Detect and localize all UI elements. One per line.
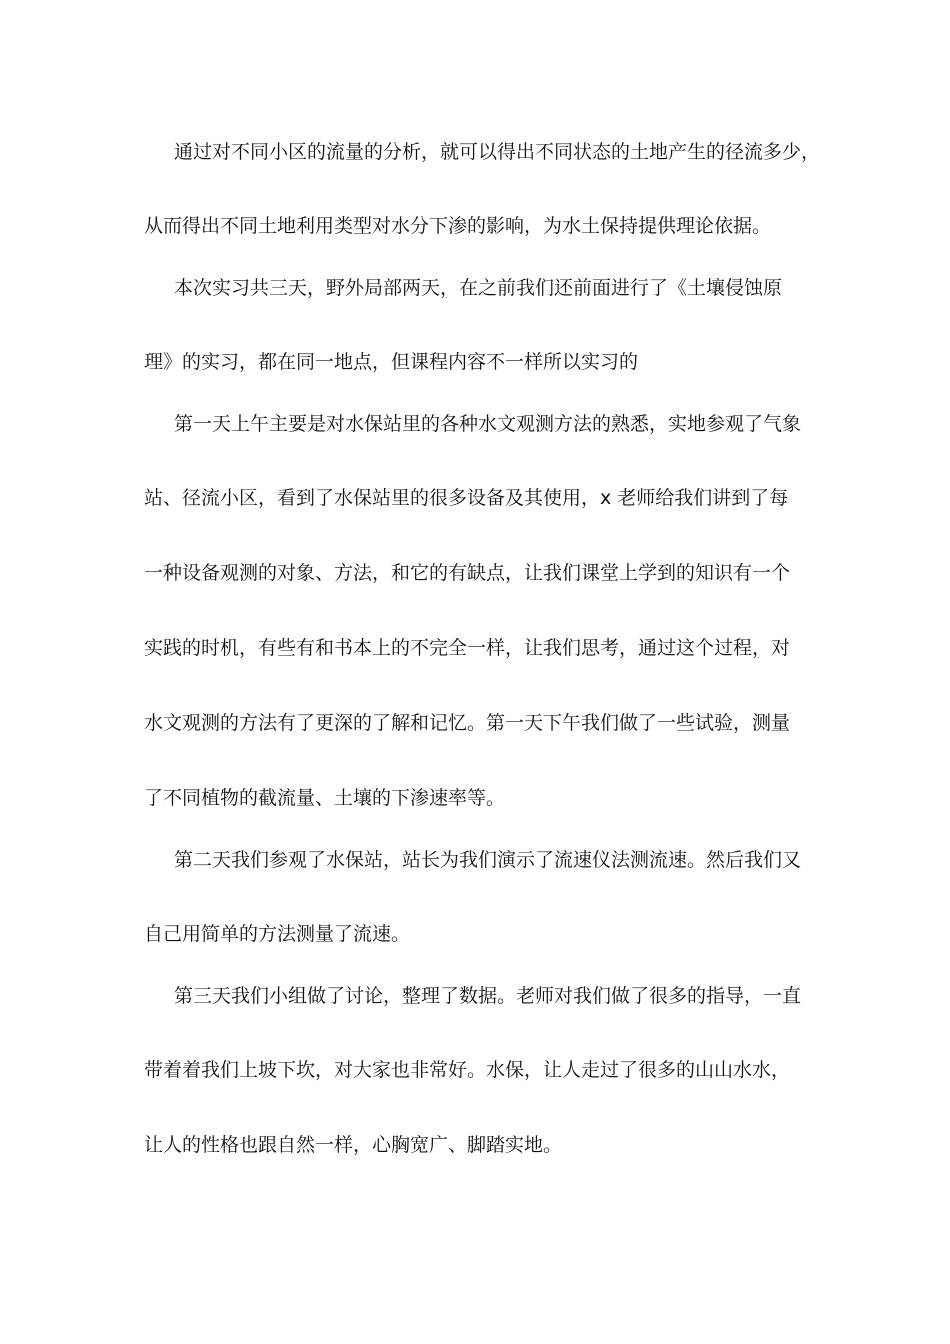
paragraph-line: 从而得出不同土地利用类型对水分下渗的影响，为水土保持提供理论依据。 bbox=[144, 215, 772, 237]
paragraph-line: 实践的时机，有些有和书本上的不完全一样，让我们思考，通过这个过程，对 bbox=[144, 637, 791, 659]
paragraph-line: 了不同植物的截流量、土壤的下渗速率等。 bbox=[144, 787, 506, 809]
paragraph-line: 让人的性格也跟自然一样，心胸宽广、脚踏实地。 bbox=[144, 1134, 563, 1156]
paragraph-line: 站、径流小区，看到了水保站里的很多设备及其使用，x 老师给我们讲到了每 bbox=[144, 487, 789, 509]
paragraph-line: 理》的实习，都在同一地点，但课程内容不一样所以实习的 bbox=[144, 351, 639, 373]
paragraph-line: 自己用简单的方法测量了流速。 bbox=[144, 923, 411, 945]
paragraph-line: 水文观测的方法有了更深的了解和记忆。第一天下午我们做了一些试验，测量 bbox=[144, 712, 791, 734]
paragraph-line: 带着着我们上坡下坎，对大家也非常好。水保，让人走过了很多的山山水水， bbox=[144, 1059, 791, 1081]
paragraph-line: 第二天我们参观了水保站，站长为我们演示了流速仪法测流速。然后我们又 bbox=[174, 849, 802, 871]
paragraph-line: 本次实习共三天，野外局部两天，在之前我们还前面进行了《土壤侵蚀原 bbox=[174, 277, 783, 299]
paragraph-line: 第三天我们小组做了讨论，整理了数据。老师对我们做了很多的指导，一直 bbox=[174, 985, 802, 1007]
paragraph-line: 第一天上午主要是对水保站里的各种水文观测方法的熟悉，实地参观了气象 bbox=[174, 413, 802, 435]
paragraph-line: 通过对不同小区的流量的分析，就可以得出不同状态的土地产生的径流多少， bbox=[174, 141, 821, 163]
paragraph-line: 一种设备观测的对象、方法，和它的有缺点，让我们课堂上学到的知识有一个 bbox=[144, 562, 791, 584]
